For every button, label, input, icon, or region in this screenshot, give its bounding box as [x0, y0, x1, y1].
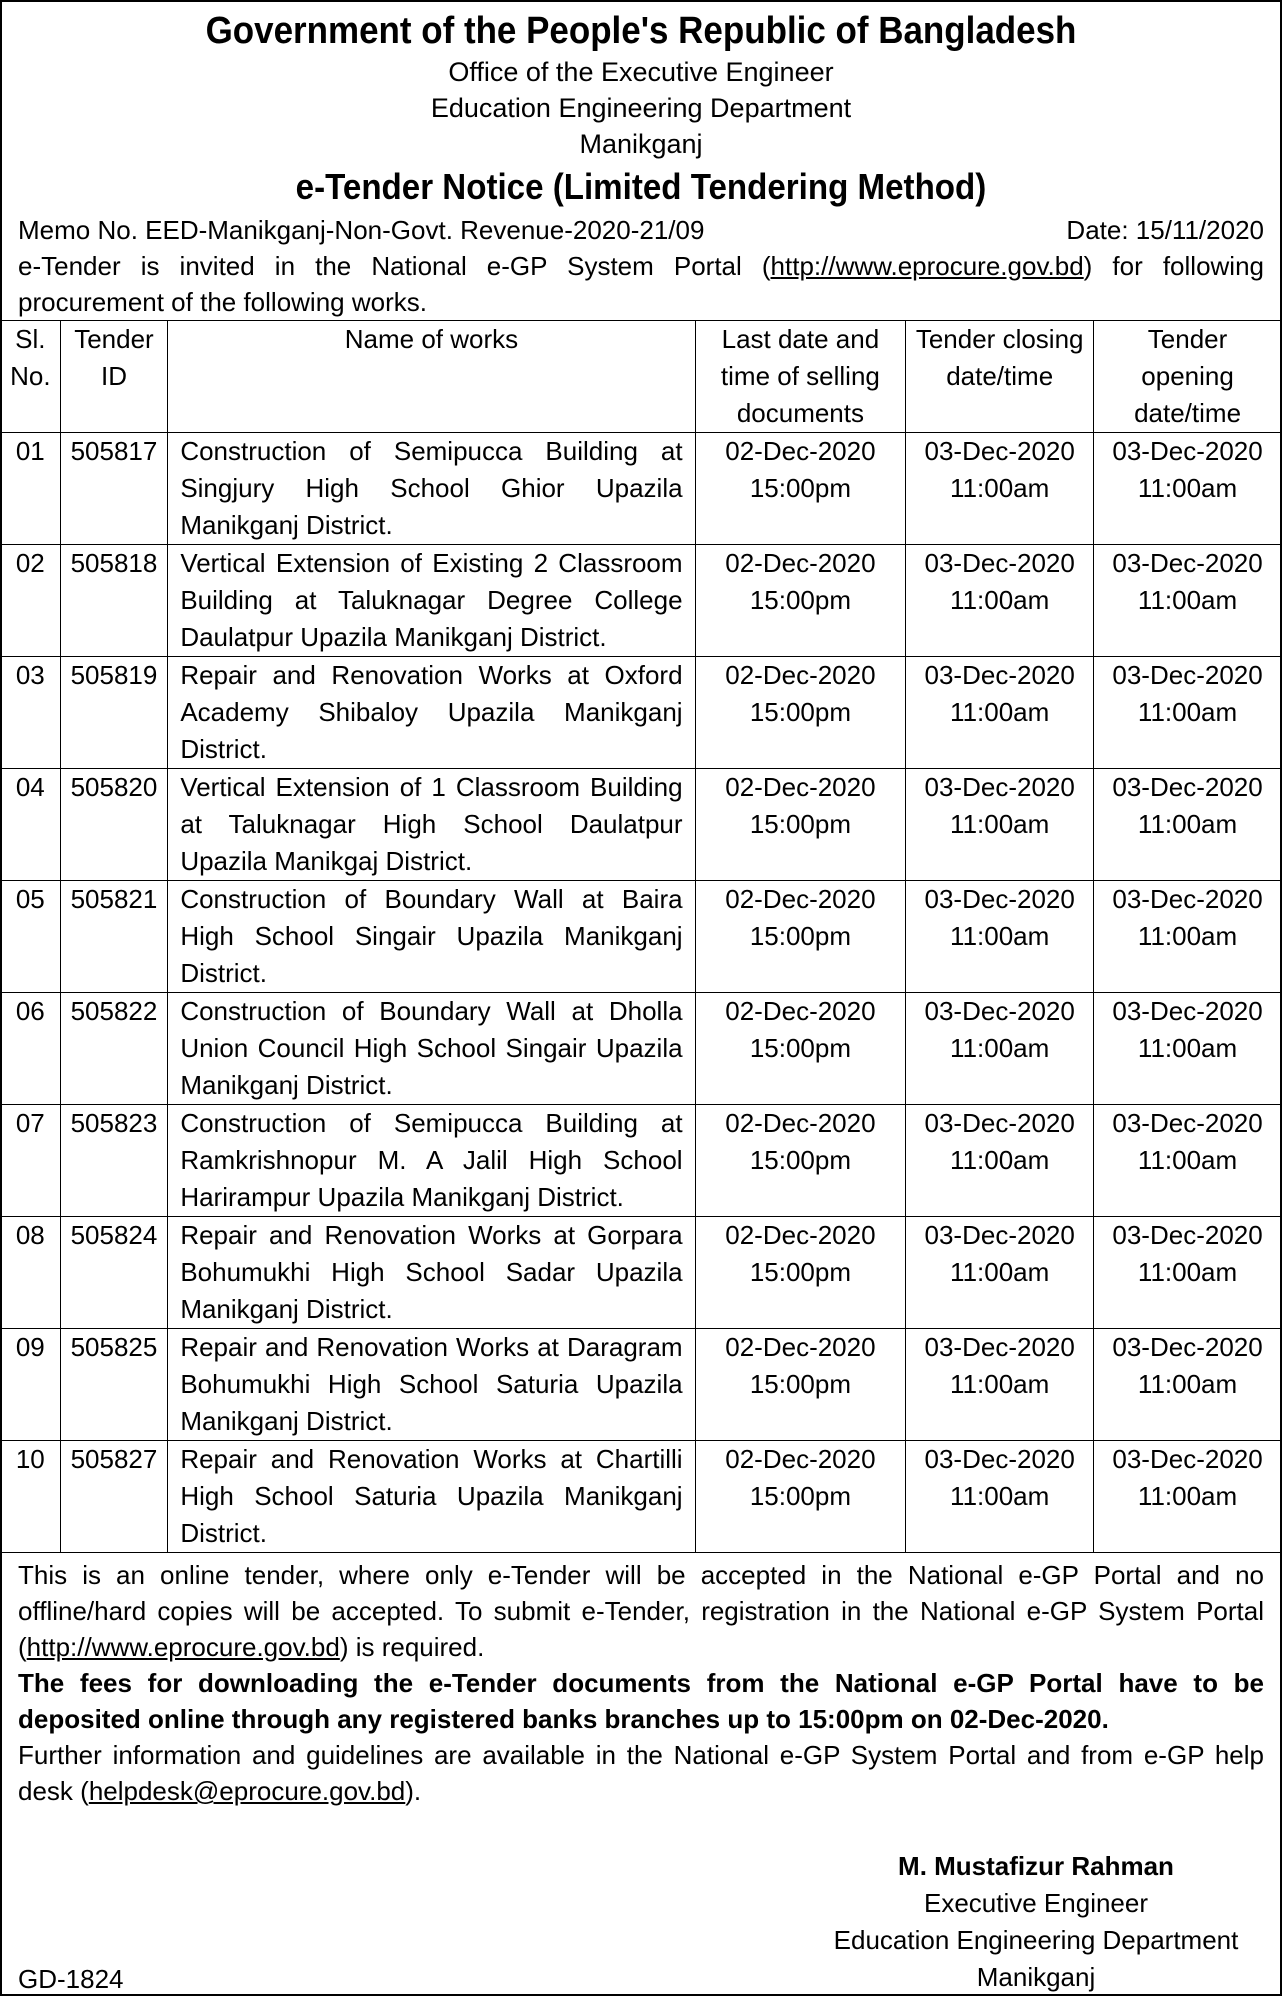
cell-tender-id: 505818 [60, 545, 168, 657]
cell-opening-date: 03-Dec-2020 11:00am [1094, 1105, 1282, 1217]
cell-tender-id: 505819 [60, 657, 168, 769]
signatory-department: Education Engineering Department [833, 1925, 1239, 1955]
online-text-end: ) is required. [339, 1632, 485, 1662]
cell-name-of-works: Repair and Renovation Works at Daragram Bohumukhi High School Saturia Upazila Manikganj District. [168, 1329, 695, 1441]
table-header-row [1, 321, 1282, 433]
cell-tender-id: 505821 [60, 881, 168, 993]
intro-text-end: ) for following procurement of the following works. [18, 251, 1265, 317]
table-row [1, 1441, 1282, 1553]
cell-opening-date: 03-Dec-2020 11:00am [1094, 1217, 1282, 1329]
district-name: Manikganj [579, 129, 703, 159]
cell-name-of-works: Repair and Renovation Works at Gorpara Bohumukhi High School Sadar Upazila Manikganj District. [168, 1217, 695, 1329]
cell-name-of-works: Construction of Semipucca Building at Singjury High School Ghior Upazila Manikganj District. [168, 433, 695, 545]
cell-sl: 09 [1, 1329, 61, 1441]
eprocure-link[interactable]: http://www.eprocure.gov.bd [770, 251, 1084, 281]
cell-sl: 05 [1, 881, 61, 993]
cell-sl: 10 [1, 1441, 61, 1553]
cell-selling-date: 02-Dec-2020 15:00pm [695, 1441, 906, 1553]
cell-name-of-works: Construction of Semipucca Building at Ramkrishnopur M. A Jalil High School Harirampur Upazila Manikganj District. [168, 1105, 695, 1217]
table-row [1, 881, 1282, 993]
cell-tender-id: 505817 [60, 433, 168, 545]
table-row [1, 657, 1282, 769]
cell-tender-id: 505827 [60, 1441, 168, 1553]
header-name-of-works: Name of works [168, 321, 695, 433]
department-name: Education Engineering Department [430, 93, 852, 123]
cell-selling-date: 02-Dec-2020 15:00pm [695, 657, 906, 769]
cell-tender-id: 505823 [60, 1105, 168, 1217]
table-row [1, 1329, 1282, 1441]
cell-tender-id: 505824 [60, 1217, 168, 1329]
cell-tender-id: 505825 [60, 1329, 168, 1441]
tender-table [0, 320, 1282, 1553]
cell-closing-date: 03-Dec-2020 11:00am [906, 1217, 1094, 1329]
header-closing-date: Tender closing date/time [906, 321, 1094, 433]
cell-opening-date: 03-Dec-2020 11:00am [1094, 433, 1282, 545]
table-row [1, 545, 1282, 657]
cell-name-of-works: Repair and Renovation Works at Oxford Academy Shibaloy Upazila Manikganj District. [168, 657, 695, 769]
cell-sl: 03 [1, 657, 61, 769]
cell-name-of-works: Vertical Extension of 1 Classroom Building at Taluknagar High School Daulatpur Upazila Manikgaj District. [168, 769, 695, 881]
cell-closing-date: 03-Dec-2020 11:00am [906, 1441, 1094, 1553]
fees-paragraph: The fees for downloading the e-Tender documents from the National e-GP Portal have to be deposited online through any registered banks branches up to 15:00pm on 02-Dec-2020. [18, 1668, 1264, 1734]
helpdesk-email-link[interactable]: helpdesk@eprocure.gov.bd [88, 1776, 406, 1806]
cell-tender-id: 505820 [60, 769, 168, 881]
memo-number: Memo No. EED-Manikganj-Non-Govt. Revenue-2020-21/09 [18, 215, 705, 245]
cell-selling-date: 02-Dec-2020 15:00pm [695, 881, 906, 993]
cell-selling-date: 02-Dec-2020 15:00pm [695, 1217, 906, 1329]
office-name: Office of the Executive Engineer [448, 57, 834, 87]
cell-selling-date: 02-Dec-2020 15:00pm [695, 769, 906, 881]
eprocure-link-footer[interactable]: http://www.eprocure.gov.bd [26, 1632, 340, 1662]
cell-opening-date: 03-Dec-2020 11:00am [1094, 657, 1282, 769]
cell-selling-date: 02-Dec-2020 15:00pm [695, 993, 906, 1105]
cell-sl: 07 [1, 1105, 61, 1217]
notice-title: e-Tender Notice (Limited Tendering Method) [295, 166, 987, 207]
cell-closing-date: 03-Dec-2020 11:00am [906, 769, 1094, 881]
cell-opening-date: 03-Dec-2020 11:00am [1094, 545, 1282, 657]
further-text: Further information and guidelines are available in the National e-GP System Portal and from e-GP help desk ( [18, 1740, 1264, 1806]
cell-opening-date: 03-Dec-2020 11:00am [1094, 1441, 1282, 1553]
cell-sl: 06 [1, 993, 61, 1105]
memo-line [18, 212, 1264, 248]
cell-name-of-works: Construction of Boundary Wall at Dholla Union Council High School Singair Upazila Manikganj District. [168, 993, 695, 1105]
cell-opening-date: 03-Dec-2020 11:00am [1094, 881, 1282, 993]
signatory-district: Manikganj [976, 1962, 1096, 1992]
further-text-end: ). [405, 1776, 422, 1806]
online-text: This is an online tender, where only e-Tender will be accepted in the National e-GP Portal and no offline/hard copies will be accepted. To submit e-Tender, registration in the National e-GP System Portal ( [18, 1560, 1264, 1662]
signatory-name: M. Mustafizur Rahman [898, 1851, 1174, 1881]
cell-selling-date: 02-Dec-2020 15:00pm [695, 1329, 906, 1441]
header-tender-id: Tender ID [60, 321, 168, 433]
cell-selling-date: 02-Dec-2020 15:00pm [695, 1105, 906, 1217]
cell-opening-date: 03-Dec-2020 11:00am [1094, 769, 1282, 881]
signatory-designation: Executive Engineer [923, 1888, 1149, 1918]
cell-name-of-works: Repair and Renovation Works at Chartilli High School Saturia Upazila Manikganj District. [168, 1441, 695, 1553]
intro-text: e-Tender is invited in the National e-GP System Portal ( [18, 251, 771, 281]
cell-opening-date: 03-Dec-2020 11:00am [1094, 993, 1282, 1105]
cell-sl: 04 [1, 769, 61, 881]
cell-closing-date: 03-Dec-2020 11:00am [906, 657, 1094, 769]
online-tender-paragraph [18, 1557, 1264, 1665]
intro-paragraph [18, 248, 1264, 320]
cell-opening-date: 03-Dec-2020 11:00am [1094, 1329, 1282, 1441]
table-row [1, 433, 1282, 545]
cell-tender-id: 505822 [60, 993, 168, 1105]
cell-selling-date: 02-Dec-2020 15:00pm [695, 433, 906, 545]
cell-closing-date: 03-Dec-2020 11:00am [906, 881, 1094, 993]
memo-date: Date: 15/11/2020 [1066, 215, 1264, 245]
table-row [1, 1217, 1282, 1329]
cell-selling-date: 02-Dec-2020 15:00pm [695, 545, 906, 657]
cell-closing-date: 03-Dec-2020 11:00am [906, 1105, 1094, 1217]
cell-name-of-works: Vertical Extension of Existing 2 Classroom Building at Taluknagar Degree College Daulatpur Upazila Manikganj District. [168, 545, 695, 657]
cell-closing-date: 03-Dec-2020 11:00am [906, 993, 1094, 1105]
cell-sl: 08 [1, 1217, 61, 1329]
gd-code: GD-1824 [18, 1964, 124, 1994]
cell-closing-date: 03-Dec-2020 11:00am [906, 433, 1094, 545]
signature-block [816, 1848, 1256, 1996]
table-row [1, 1105, 1282, 1217]
cell-closing-date: 03-Dec-2020 11:00am [906, 1329, 1094, 1441]
government-title: Government of the People's Republic of Bangladesh [205, 10, 1077, 52]
cell-sl: 01 [1, 433, 61, 545]
table-row [1, 769, 1282, 881]
further-info-paragraph [18, 1737, 1264, 1809]
cell-sl: 02 [1, 545, 61, 657]
header-sl: Sl. No. [1, 321, 61, 433]
header-opening-date: Tender opening date/time [1094, 321, 1282, 433]
cell-name-of-works: Construction of Boundary Wall at Baira High School Singair Upazila Manikganj District. [168, 881, 695, 993]
tender-rows [1, 433, 1282, 1553]
table-row [1, 993, 1282, 1105]
header-selling-date: Last date and time of selling documents [695, 321, 906, 433]
cell-closing-date: 03-Dec-2020 11:00am [906, 545, 1094, 657]
